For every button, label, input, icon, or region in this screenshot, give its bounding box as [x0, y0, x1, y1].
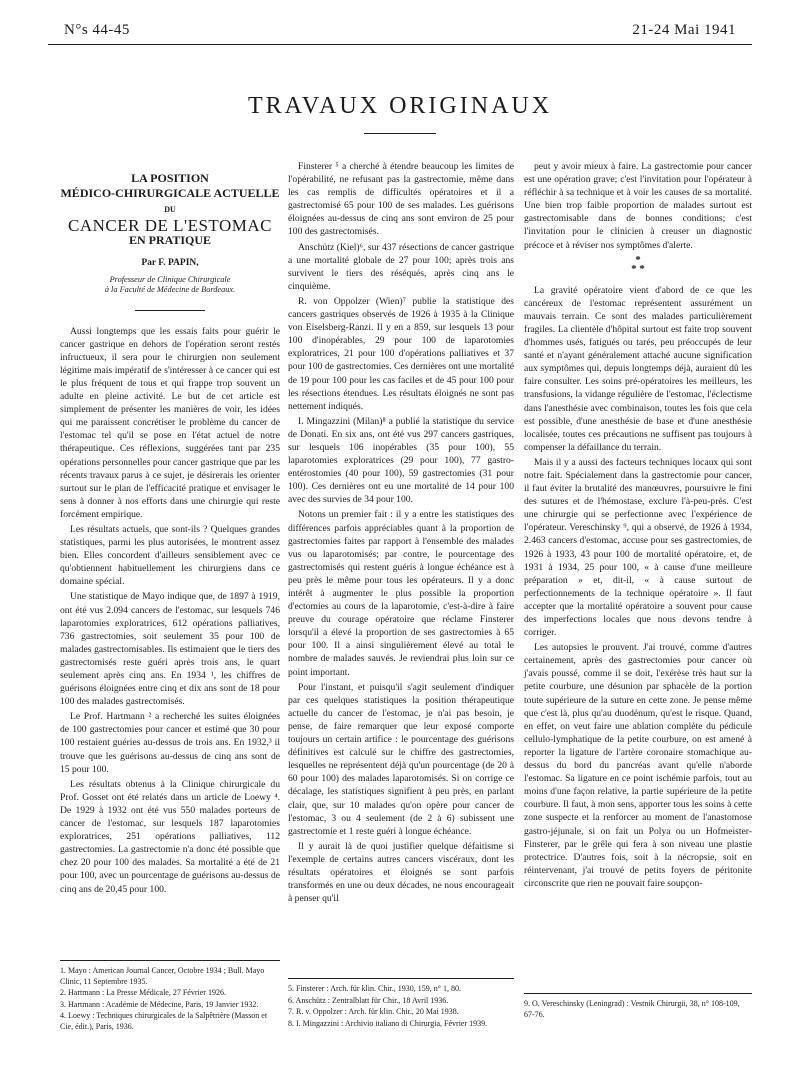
- footnote: 2. Hartmann : La Presse Médicale, 27 Février 1926.: [60, 988, 226, 998]
- author-affiliation: [60, 275, 280, 296]
- paragraph: Anschütz (Kiel)⁶, sur 437 résections de cancer gastrique a une mortalité globale de 27 pour 100; après trois ans survivent le tiers des réséqués, après cinq ans le cinquième.: [288, 241, 514, 292]
- footnotes-column-3: [524, 993, 752, 1021]
- paragraph: Il y aurait là de quoi justifier quelque défaitisme si l'exemple de certains autres cancers viscéraux, dont les résultats opératoires et éloignés se sont parfois transformés en une ou deux décades, ne nous encourageait à penser qu'il: [288, 840, 514, 905]
- issue-number: N°s 44-45: [64, 22, 130, 38]
- paragraph: Les autopsies le prouvent. J'ai trouvé, comme d'autres certainement, après des gastrectomies pour cancer où j'avais poussé, comme il se doit, l'exérèse très haut sur la petite courbure, une désunion par sphacèle de la portion toute supérieure de la suture en cette zone. Je pense même que c'est là, plus qu'au duodénum, qu'est le risque. Quand, en effet, on veut faire une ablation complète du pédicule cellulo-lymphatique de la petite courbure, on est amené à reporter la ligature de l'artère coronaire stomachique au-dessus du bord du pancréas avant qu'elle n'aborde l'estomac. Sa ligature en ce point ischémie parfois, tout au moins d'une façon relative, la partie supérieure de la petite courbure. Il faut, à mon sens, apporter tous les soins à cette zone suspecte et la renforcer au moment de l'anastomose gastro-jéjunale, si on fait un Polya ou un Hofmeister-Finsterer, par le grêle qui fera à son niveau une plastie protectrice. D'autres fois, soit à la nécropsie, soit en réintervenant, j'ai trouvé de petits foyers de péritonite circonscrite que rien ne pouvait faire soupçon-: [524, 642, 752, 889]
- paragraph: La gravité opératoire vient d'abord de ce que les cancéreux de l'estomac représentent assurément un mauvais terrain. Ce sont des malades particulièrement fragiles. La clientèle d'hôpital surtout est faite trop souvent d'hommes usés, fatigués ou tarés, peu préoccupés de leur santé et n'ayant généralement attaché aucune signification aux symptômes qui, depuis longtemps déjà, auraient dû les faire consulter. Les soins pré-opératoires les meilleurs, les transfusions, la vidange régulière de l'estomac, l'éclectisme dans l'anesthésie avec combinaison, toutes les fois que cela est possible, d'une anesthésie de base et d'une anesthésie localisée, toutes ces précautions ne suffisent pas toujours à compenser la défaillance du terrain.: [524, 284, 752, 453]
- title-line: EN PRATIQUE: [128, 233, 212, 248]
- affiliation-line: à la Faculté de Médecine de Bordeaux.: [104, 285, 236, 295]
- footnote: 5. Finsterer : Arch. für klin. Chir., 1930, 159, n° 1, 80.: [288, 984, 461, 993]
- paragraph: Une statistique de Mayo indique que, de 1897 à 1919, ont été vus 2.094 cancers de l'estomac, sur lesquels 746 laparotomies exploratrices, 612 opérations palliatives, 736 gastrectomies, soit seulement 35 pour 100 de malades gastrectomisables. Ils estimaient que le tiers des gastrectomisés reste guéri après trois ans, le quart seulement après cinq ans. En 1934 ¹, les chiffres de guérisons éloignées entre cinq et dix ans sont de 18 pour 100 des malades gastrectomisés.: [60, 591, 280, 708]
- title-line: MÉDICO-CHIRURGICALE ACTUELLE: [60, 186, 280, 201]
- issue-date: 21-24 Mai 1941: [632, 22, 736, 38]
- paragraph: Pour l'instant, et puisqu'il s'agit seulement d'indiquer par ces quelques statistiques la position thérapeutique actuelle du cancer de l'estomac, je n'ai pas besoin, je pense, de faire remarquer que leur exposé comporte toujours un certain artifice : le pourcentage des guérisons définitives est calculé sur le chiffre des gastrectomies, lesquelles ne représentent déjà qu'un pourcentage (de 20 à 60 pour 100) des malades laparotomisés. Si on corrige ce décalage, les statistiques signifient à peu près, en parlant clair, que, sur 10 malades qu'on opère pour cancer de l'estomac, 3 ou 4 seulement (de 2 à 6) subissent une gastrectomie et 1 reste guéri à longue échéance.: [288, 681, 514, 837]
- author-name: Par F. PAPIN,: [141, 258, 199, 269]
- footnotes-column-2: [288, 978, 514, 1030]
- paragraph: Le Prof. Hartmann ² a recherché les suites éloignées de 100 gastrectomies pour cancer et estimé que 30 pour 100 restaient guéries au-dessus de trois ans. En 1932,³ il trouve que les guérisons au-dessus de cinq ans sont de 15 pour 100.: [60, 711, 280, 775]
- paragraph: Aussi longtemps que les essais faits pour guérir le cancer gastrique en dehors de l'opération seront restés infructueux, il sera pour le chirurgien non seulement légitime mais impératif de s'intéresser à ce cancer qui est le plus fréquent de tous et qui frappe trop souvent un adulte en pleine activité. Le but de cet article est simplement de présenter les manières de voir, les idées qui me paraissent concrétiser le problème du cancer de l'estomac tel qu'il se pose en l'état actuel de notre thérapeutique. Ces réflexions, suggérées tant par 235 opérations personnelles pour cancer gastrique que par les récents travaux parus à ce sujet, je désirerais les orienter surtout sur le plan de l'efficacité pratique et envisager le sens à donner à nos efforts dans une chirurgie qui reste forcément empirique.: [60, 325, 280, 520]
- column-3: [524, 160, 752, 892]
- section-title-rule: [364, 133, 436, 134]
- section-separator-asterisks: * * *: [631, 253, 645, 275]
- paragraph: I. Mingazzini (Milan)⁸ a publié la statistique du service de Donati. En six ans, ont été vus 297 cancers gastriques, sur lesquels 106 inopérables (35 pour 100), 55 laparotomies exploratrices (29 pour 100), 77 gastro-entérostomies (40 pour 100), 59 gastrectomies (31 pour 100). Ces dernières ont eu une mortalité de 14 pour 100 avec des survies de 34 pour 100.: [288, 415, 514, 506]
- column-1: [60, 160, 280, 898]
- affiliation-line: Professeur de Clinique Chirurgicale: [109, 274, 231, 284]
- paragraph: Mais il y a aussi des facteurs techniques locaux qui sont notre fait. Spécialement dans la gastrectomie pour cancer, il faut éviter la brutalité des manœuvres, poursuivre le fini des sutures et de l'hémostase, exclure l'à-peu-près. C'est une chirurgie qui se perfectionne avec l'expérience de l'opérateur. Vereschinsky ⁹, qui a observé, de 1926 à 1934, 2.463 cancers d'estomac, accuse pour ses gastrectomies, de 1926 à 1933, 43 pour 100 de mortalité opératoire, et, de 1931 à 1934, 25 pour 100, « à cause d'une meilleure préparation » et, dit-il, « à cause surtout de perfectionnements de la technique opératoire ». Il faut accepter que la mortalité opératoire a souvent pour cause des imperfections locales que nous devons tendre à corriger.: [524, 456, 752, 639]
- paragraph: peut y avoir mieux à faire. La gastrectomie pour cancer est une opération grave; c'est l'invitation pour l'opérateur à réfléchir à sa technique et à voir les causes de sa mortalité. Une bien trop faible proportion de malades surtout est gastrectomisable dans de bonnes conditions; c'est l'invitation pour le clinicien à creuser un diagnostic précoce et à réviser nos symptômes d'alerte.: [524, 161, 752, 251]
- article-title: [60, 172, 280, 247]
- paragraph: Finsterer ⁵ a cherché à étendre beaucoup les limites de l'opérabilité, ne refusant pas la gastrectomie, même dans les cas remplis de difficultés opératoires et il a gastrectomisé 65 pour 100 de ses malades. Les guérisons éloignées au-dessus de cinq ans sont environ de 25 pour 100 des gastrectomisés.: [288, 161, 514, 238]
- paragraph: Les résultats actuels, que sont-ils ? Quelques grandes statistiques, parmi les plus autorisées, le montrent assez bien. Elles concordent d'ailleurs sensiblement avec ce qu'obtiennent habituellement les chirurgiens dans ce domaine spécial.: [60, 523, 280, 588]
- paragraph: Les résultats obtenus à la Clinique chirurgicale du Prof. Gosset ont été relatés dans un article de Loewy ⁴. De 1929 à 1932 ont été vus 550 malades porteurs de cancer de l'estomac, sur lesquels 187 laparotomies exploratrices, 251 opérations palliatives, 112 gastrectomies. La gastrectomie n'a donc été possible que chez 20 pour 100 des malades. Sa mortalité a été de 21 pour 100, avec un pourcentage de guérisons au-dessus de cinq ans de 20,45 pour 100.: [60, 778, 280, 895]
- footnote: 8. I. Mingazzini : Archivio italiano di Chirurgia, Février 1939.: [288, 1018, 488, 1028]
- section-title: TRAVAUX ORIGINAUX: [247, 93, 553, 119]
- footnote: 4. Loewy : Techniques chirurgicales de la Salpêtrière (Masson et Cie, édit.), Paris, 1936.: [60, 1011, 268, 1031]
- column-2: [288, 160, 514, 907]
- title-line: LA POSITION: [131, 171, 209, 185]
- author-rule: [135, 310, 205, 311]
- title-line: CANCER DE L'ESTOMAC: [68, 216, 272, 236]
- footnote: 1. Mayo : American Journal Cancer, Octobre 1934 ; Bull. Mayo Clinic, 11 Septembre 1935.: [60, 966, 265, 986]
- footnote: 6. Anschütz : Zentralblatt für Chir., 18 Avril 1936.: [288, 995, 449, 1005]
- footnotes-column-1: [60, 960, 280, 1034]
- paragraph: Notons un premier fait : il y a entre les statistiques des différences parfois appréciables quant à la proportion de gastrectomies faites par rapport à l'ensemble des malades vus ou laparotomisés; par contre, le pourcentage des gastrectomisés qui restent guéris à longue échéance est à peu près le même pour tous les opérateurs. Il y a donc intérêt à augmenter le plus possible la proportion d'ectomies au cours de la laparotomie, c'est-à-dire à faire preuve du courage opératoire que réclame Finsterer lorsqu'il a élevé la proportion de ses gastrectomies à 65 pour 100. Il a ainsi singulièrement élevé au total le nombre de malades sauvés. Je reviendrai plus loin sur ce point important.: [288, 509, 514, 678]
- footnote: 3. Hartmann : Académie de Médecine, Paris, 19 Janvier 1932.: [60, 999, 259, 1009]
- footnote: 7. R. v. Oppolzer : Arch. für klin. Chir., 20 Mai 1938.: [288, 1007, 459, 1017]
- header-rule: [48, 44, 752, 45]
- paragraph: R. von Oppolzer (Wien)⁷ publie la statistique des cancers gastriques observés de 1926 à 1935 à la Clinique von Eiselsberg-Ranzi. Il y en a 859, sur lesquels 13 pour 100 d'inopérables, 29 pour 100 de laparotomies exploratrices, 21 pour 100 d'opérations palliatives et 37 pour 100 de gastrectomies. Ces dernières ont une mortalité de 19 pour 100 pour les cas faciles et de 45 pour 100 pour les résections étendues. Les résultats éloignés ne sont pas nettement indiqués.: [288, 295, 514, 412]
- footnote: 9. O. Vereschinsky (Leningrad) : Vestnik Chirurgii, 38, n° 108-109, 67-76.: [524, 999, 740, 1019]
- title-line: DU: [164, 205, 176, 215]
